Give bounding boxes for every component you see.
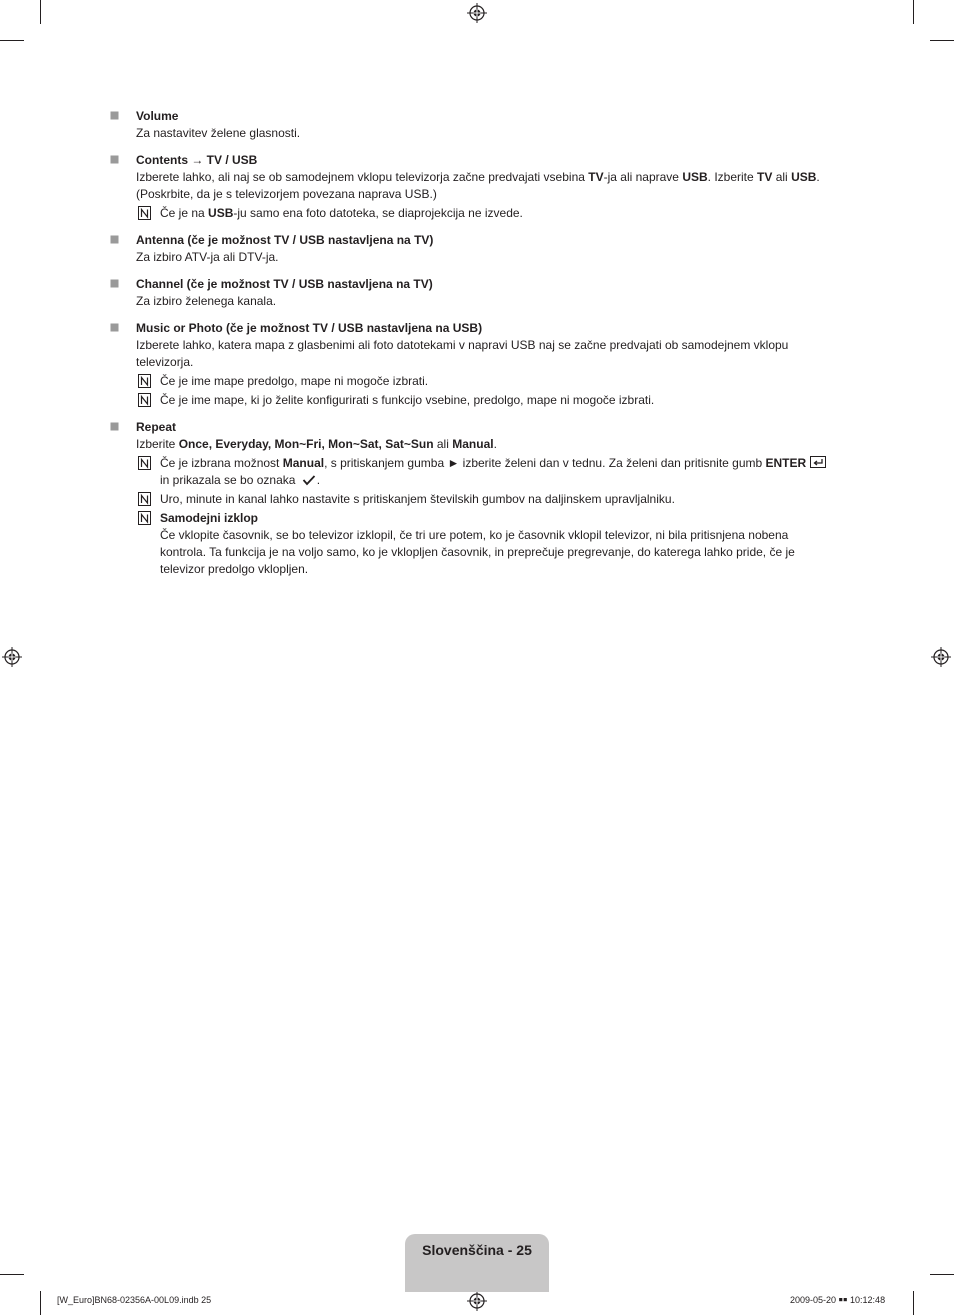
item-title: Volume (136, 109, 179, 123)
note-icon (138, 206, 151, 220)
crop-mark (913, 1291, 914, 1315)
item-description: Izberete lahko, katera mapa z glasbenimi ali foto datotekami v napravi USB naj se začne predvajati ob samodejnem vklopu televizorja. (136, 338, 789, 369)
crop-mark (930, 40, 954, 41)
menu-item-contents (110, 152, 835, 222)
crop-mark (40, 1291, 41, 1315)
crop-mark (40, 0, 41, 24)
checkmark-icon (302, 474, 316, 486)
item-description: Za nastavitev želene glasnosti. (136, 126, 301, 140)
item-description: Izberete lahko, ali naj se ob samodejnem vklopu televizorja začne predvajati vsebina TV-ja ali naprave USB. Izberite TV ali USB. (Poskrbite, da je s televizorjem povezana naprava USB.) (136, 170, 820, 201)
menu-item-repeat (110, 419, 835, 578)
crop-mark (913, 0, 914, 24)
registration-mark-icon (931, 647, 951, 667)
note (136, 510, 835, 578)
item-title: Music or Photo (če je možnost TV / USB nastavljena na USB) (136, 321, 483, 335)
note: Če je ime mape, ki jo želite konfigurirati s funkcijo vsebine, predolgo, mape ni mogoče izbrati. (136, 392, 835, 409)
note-icon (138, 456, 151, 470)
note-description: Če vklopite časovnik, se bo televizor izklopil, če tri ure potem, ko je časovnik vklopil televizor, ni bila pritisnjena nobena kontrola. Ta funkcija je na voljo samo, ko je vklopljen časovnik, in preprečuje pregrevanje, do katerega lahko pride, če je televizor predolgo vklopljen. (160, 528, 795, 576)
item-title: Contents → TV / USB (136, 153, 258, 167)
note: Če je ime mape predolgo, mape ni mogoče izbrati. (136, 373, 835, 390)
menu-item-channel (110, 276, 835, 310)
note: Če je izbrana možnost Manual, s pritiskanjem gumba ► izberite želeni dan v tednu. Za želeni dan pritisnite gumb ENTER in prikazala se bo oznaka . (136, 455, 835, 489)
item-title: Channel (če je možnost TV / USB nastavljena na TV) (136, 277, 433, 291)
square-bullet-icon (110, 422, 119, 431)
item-title: Antenna (če je možnost TV / USB nastavljena na TV) (136, 233, 434, 247)
print-slug-right: 2009-05-20 ￭￭ 10:12:48 (790, 1295, 886, 1305)
registration-mark-icon (467, 3, 487, 23)
menu-item-antenna (110, 232, 835, 266)
print-slug-left: [W_Euro]BN68-02356A-00L09.indb 25 (57, 1295, 212, 1305)
note: Uro, minute in kanal lahko nastavite s pritiskanjem številskih gumbov na daljinskem upravljalniku. (136, 491, 835, 508)
enter-icon (810, 456, 826, 468)
main-content (110, 108, 835, 588)
note-icon (138, 393, 151, 407)
note-icon (138, 511, 151, 525)
menu-item-volume (110, 108, 835, 142)
item-description: Za izbiro ATV-ja ali DTV-ja. (136, 250, 279, 264)
crop-mark (930, 1274, 954, 1275)
square-bullet-icon (110, 111, 119, 120)
square-bullet-icon (110, 279, 119, 288)
item-description: Izberite Once, Everyday, Mon~Fri, Mon~Sat, Sat~Sun ali Manual. (136, 437, 497, 451)
menu-item-music-or-photo (110, 320, 835, 409)
square-bullet-icon (110, 323, 119, 332)
square-bullet-icon (110, 155, 119, 164)
square-bullet-icon (110, 235, 119, 244)
page-label: Slovenščina - 25 (422, 1242, 532, 1258)
registration-mark-icon (2, 647, 22, 667)
item-description: Za izbiro želenega kanala. (136, 294, 277, 308)
page-number-tab (405, 1234, 549, 1292)
note: Če je na USB-ju samo ena foto datoteka, se diaprojekcija ne izvede. (136, 205, 835, 222)
item-title: Repeat (136, 420, 177, 434)
registration-mark-icon (467, 1291, 487, 1311)
note-title: Samodejni izklop (160, 511, 259, 525)
crop-mark (0, 40, 24, 41)
note-icon (138, 374, 151, 388)
note-icon (138, 492, 151, 506)
crop-mark (0, 1274, 24, 1275)
